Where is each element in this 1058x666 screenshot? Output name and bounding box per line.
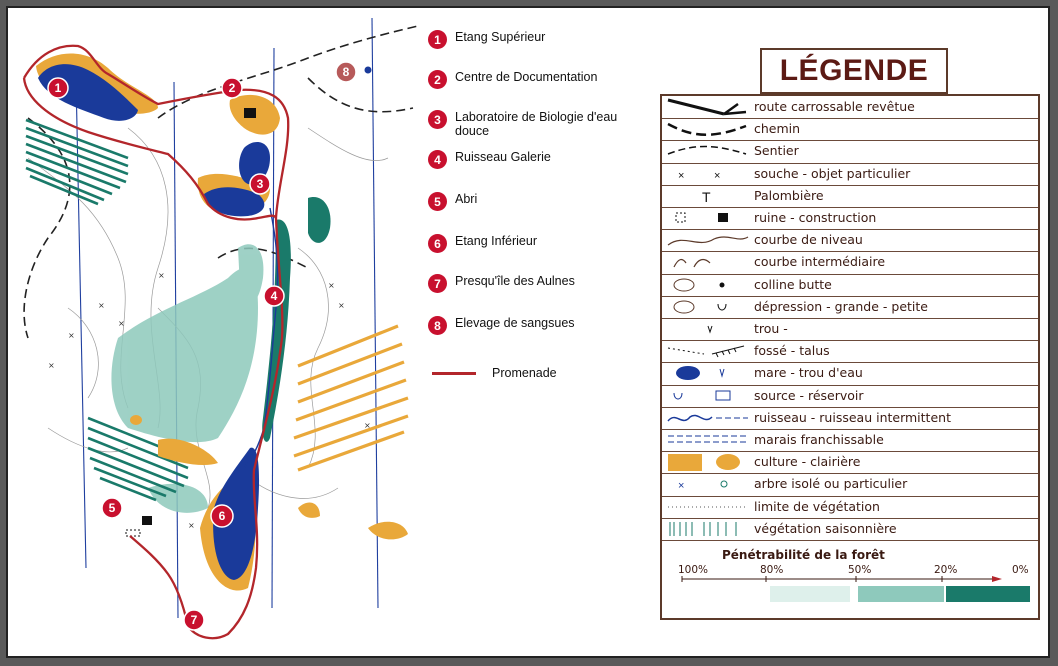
svg-text:×: × bbox=[158, 271, 165, 280]
poi-label: Elevage de sangsues bbox=[455, 316, 575, 330]
penetrability-tick: 100% bbox=[678, 564, 709, 576]
legend-row bbox=[662, 362, 1038, 385]
legend-row bbox=[662, 163, 1038, 186]
legend-label: ruisseau - ruisseau intermittent bbox=[754, 409, 951, 425]
poi-item bbox=[428, 274, 645, 300]
legend-symbol bbox=[664, 118, 750, 140]
legend-row bbox=[662, 251, 1038, 274]
legend-symbol bbox=[664, 251, 750, 273]
legend-symbol bbox=[664, 185, 750, 207]
map-marker-2 bbox=[222, 78, 242, 98]
legend-row bbox=[662, 296, 1038, 319]
penetrability-title: Pénétrabilité de la forêt bbox=[722, 548, 885, 562]
legend-symbol bbox=[664, 385, 750, 407]
penetrability-tick: 50% bbox=[848, 564, 872, 576]
legend-label: trou - bbox=[754, 321, 788, 336]
poi-badge: 1 bbox=[428, 30, 447, 49]
legend-symbol bbox=[664, 518, 750, 540]
legend-row bbox=[662, 451, 1038, 474]
legend-label: marais franchissable bbox=[754, 432, 884, 447]
poi-item bbox=[428, 234, 645, 260]
poi-badge: 7 bbox=[428, 274, 447, 293]
legend-row bbox=[662, 518, 1038, 541]
poi-item bbox=[428, 110, 625, 136]
svg-text:×: × bbox=[188, 521, 195, 530]
legend-label: limite de végétation bbox=[754, 498, 880, 514]
legend-symbol bbox=[664, 163, 750, 185]
legend-symbol bbox=[664, 473, 750, 495]
legend-label: fossé - talus bbox=[754, 343, 830, 359]
svg-text:4: 4 bbox=[270, 289, 278, 303]
legend-label: colline butte bbox=[754, 276, 832, 292]
forest-dense bbox=[262, 197, 330, 442]
svg-text:1: 1 bbox=[54, 81, 62, 95]
legend-symbol bbox=[664, 429, 750, 451]
poi-badge: 2 bbox=[428, 70, 447, 89]
route-key-line bbox=[432, 372, 476, 375]
svg-text:×: × bbox=[328, 281, 335, 290]
legend-symbol bbox=[664, 96, 750, 118]
legend-label: ruine - construction bbox=[754, 210, 877, 225]
legend-row bbox=[662, 185, 1038, 208]
legend-row bbox=[662, 318, 1038, 341]
legend-symbol bbox=[664, 340, 750, 362]
poi-item bbox=[428, 70, 645, 96]
legend-row bbox=[662, 207, 1038, 230]
penetrability-tick: 20% bbox=[934, 564, 958, 576]
legend-symbol bbox=[664, 229, 750, 251]
svg-text:×: × bbox=[118, 319, 125, 328]
legend-label: courbe intermédiaire bbox=[754, 254, 886, 270]
svg-text:3: 3 bbox=[256, 177, 264, 191]
poi-label: Centre de Documentation bbox=[455, 70, 598, 84]
route-key bbox=[432, 366, 557, 380]
route-key-label: Promenade bbox=[492, 366, 557, 380]
svg-text:×: × bbox=[714, 169, 721, 182]
svg-text:T: T bbox=[702, 188, 711, 205]
poi-badge: 6 bbox=[428, 234, 447, 253]
legend-title: LÉGENDE bbox=[760, 48, 948, 94]
penetrability-tick: 80% bbox=[760, 564, 784, 576]
poi-item bbox=[428, 192, 645, 218]
legend-row bbox=[662, 429, 1038, 452]
legend-symbol bbox=[664, 318, 750, 340]
legend-label: mare - trou d'eau bbox=[754, 365, 863, 381]
legend-label: chemin bbox=[754, 121, 801, 137]
legend-label: courbe de niveau bbox=[754, 232, 863, 248]
poi-item bbox=[428, 30, 645, 56]
legend-symbol bbox=[664, 296, 750, 318]
legend-symbol bbox=[664, 274, 750, 296]
svg-text:2: 2 bbox=[228, 81, 236, 95]
svg-text:×: × bbox=[68, 331, 75, 340]
legend-row bbox=[662, 140, 1038, 163]
map-marker-4 bbox=[264, 286, 284, 306]
legend-label: dépression - grande - petite bbox=[754, 298, 928, 314]
svg-text:×: × bbox=[678, 480, 685, 493]
poi-badge: 4 bbox=[428, 150, 447, 169]
svg-text:8: 8 bbox=[342, 65, 350, 79]
legend-label: source - réservoir bbox=[754, 387, 864, 403]
poi-label: Laboratoire de Biologie d'eau douce bbox=[455, 110, 618, 138]
svg-text:×: × bbox=[678, 169, 685, 182]
map-marker-8 bbox=[336, 62, 356, 82]
svg-text:×: × bbox=[338, 301, 345, 310]
legend-label: route carrossable revêtue bbox=[754, 99, 915, 114]
legend-row bbox=[662, 407, 1038, 430]
legend-row bbox=[662, 229, 1038, 252]
poi-item bbox=[428, 316, 645, 342]
svg-text:5: 5 bbox=[108, 501, 116, 515]
legend-label: arbre isolé ou particulier bbox=[754, 476, 908, 492]
legend-label: souche - objet particulier bbox=[754, 165, 911, 181]
legend-symbol bbox=[664, 496, 750, 518]
penetrability-scale bbox=[662, 576, 1038, 616]
legend-symbol bbox=[664, 140, 750, 162]
poi-label: Etang Inférieur bbox=[455, 234, 537, 248]
svg-text:×: × bbox=[98, 301, 105, 310]
map-marker-5 bbox=[102, 498, 122, 518]
legend-label: Sentier bbox=[754, 143, 799, 159]
legend-row bbox=[662, 473, 1038, 496]
svg-text:7: 7 bbox=[190, 613, 198, 627]
legend-box bbox=[660, 94, 1040, 620]
legend-row bbox=[662, 96, 1038, 119]
legend-label: culture - clairière bbox=[754, 454, 861, 470]
map-marker-6 bbox=[211, 505, 233, 527]
poi-badge: 5 bbox=[428, 192, 447, 211]
poi-badge: 8 bbox=[428, 316, 447, 335]
map-marker-1 bbox=[48, 78, 68, 98]
legend-row bbox=[662, 340, 1038, 363]
map-marker-3 bbox=[250, 174, 270, 194]
legend-row bbox=[662, 274, 1038, 297]
legend-symbol bbox=[664, 407, 750, 429]
poi-label: Etang Supérieur bbox=[455, 30, 546, 44]
legend-row bbox=[662, 496, 1038, 519]
poi-label: Abri bbox=[455, 192, 478, 206]
legend-symbol bbox=[664, 451, 750, 473]
penetrability-tick: 0% bbox=[1012, 564, 1029, 576]
legend-symbol bbox=[664, 362, 750, 384]
map-drawing bbox=[8, 8, 428, 658]
poi-item bbox=[428, 150, 645, 176]
legend-label: végétation saisonnière bbox=[754, 520, 897, 536]
map-frame bbox=[6, 6, 1050, 658]
svg-text:×: × bbox=[48, 361, 55, 370]
legend-label: Palombière bbox=[754, 187, 824, 203]
legend-row bbox=[662, 118, 1038, 141]
legend-symbol bbox=[664, 207, 750, 229]
culture-stripes bbox=[294, 326, 408, 470]
legend-row bbox=[662, 385, 1038, 408]
svg-text:×: × bbox=[364, 421, 371, 430]
svg-text:6: 6 bbox=[218, 509, 226, 523]
poi-label: Ruisseau Galerie bbox=[455, 150, 551, 164]
map-marker-7 bbox=[184, 610, 204, 630]
poi-badge: 3 bbox=[428, 110, 447, 129]
poi-label: Presqu'île des Aulnes bbox=[455, 274, 575, 288]
